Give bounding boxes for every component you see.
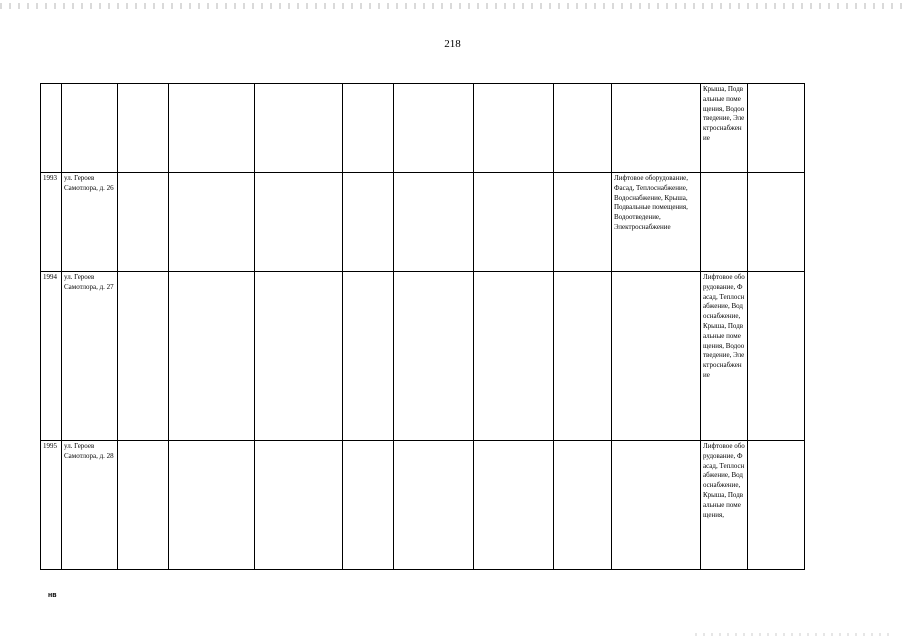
empty-cell — [394, 84, 474, 173]
empty-cell — [394, 272, 474, 441]
empty-cell — [118, 84, 169, 173]
page-number: 218 — [444, 38, 461, 50]
housing-table — [40, 83, 805, 570]
empty-cell — [343, 84, 394, 173]
empty-cell — [748, 84, 805, 173]
row-number: 1993 — [41, 173, 62, 272]
empty-cell — [169, 173, 255, 272]
empty-cell — [554, 173, 612, 272]
empty-cell — [169, 84, 255, 173]
empty-cell — [343, 272, 394, 441]
empty-cell — [255, 272, 343, 441]
empty-cell — [554, 441, 612, 570]
works-narrow-cell: Крыша, Подвальные помещения, Водоотведение, Электроснабжение — [701, 84, 748, 173]
empty-cell — [554, 272, 612, 441]
row-number — [41, 84, 62, 173]
works-cell — [612, 84, 701, 173]
empty-cell — [118, 173, 169, 272]
empty-cell — [255, 441, 343, 570]
address-cell: ул. Героев Самотлора, д. 28 — [62, 441, 118, 570]
address-cell — [62, 84, 118, 173]
table-row — [41, 84, 805, 173]
row-number: 1994 — [41, 272, 62, 441]
footer-mark: нв — [48, 592, 57, 599]
works-cell: Лифтовое оборудование, Фасад, Теплоснабжение, Водоснабжение, Крыша, Подвальные помещения, Водоотведение, Электроснабжение — [612, 173, 701, 272]
address-cell: ул. Героев Самотлора, д. 26 — [62, 173, 118, 272]
scan-noise-bottom — [695, 633, 895, 636]
works-narrow-cell: Лифтовое оборудование, Фасад, Теплоснабжение, Водоснабжение, Крыша, Подвальные помещения, Водоотведение, Электроснабжение — [701, 272, 748, 441]
address-cell: ул. Героев Самотлора, д. 27 — [62, 272, 118, 441]
empty-cell — [474, 173, 554, 272]
empty-cell — [474, 84, 554, 173]
scan-noise-top — [0, 3, 905, 9]
table-row — [41, 173, 805, 272]
table-row — [41, 441, 805, 570]
empty-cell — [343, 441, 394, 570]
empty-cell — [554, 84, 612, 173]
works-narrow-cell: Лифтовое оборудование, Фасад, Теплоснабжение, Водоснабжение, Крыша, Подвальные помещения, — [701, 441, 748, 570]
empty-cell — [748, 173, 805, 272]
empty-cell — [748, 272, 805, 441]
empty-cell — [474, 441, 554, 570]
empty-cell — [118, 272, 169, 441]
empty-cell — [748, 441, 805, 570]
works-cell — [612, 441, 701, 570]
empty-cell — [343, 173, 394, 272]
empty-cell — [169, 272, 255, 441]
table-row — [41, 272, 805, 441]
works-cell — [612, 272, 701, 441]
empty-cell — [169, 441, 255, 570]
empty-cell — [255, 84, 343, 173]
row-number: 1995 — [41, 441, 62, 570]
empty-cell — [255, 173, 343, 272]
empty-cell — [474, 272, 554, 441]
empty-cell — [118, 441, 169, 570]
empty-cell — [394, 173, 474, 272]
works-narrow-cell — [701, 173, 748, 272]
empty-cell — [394, 441, 474, 570]
